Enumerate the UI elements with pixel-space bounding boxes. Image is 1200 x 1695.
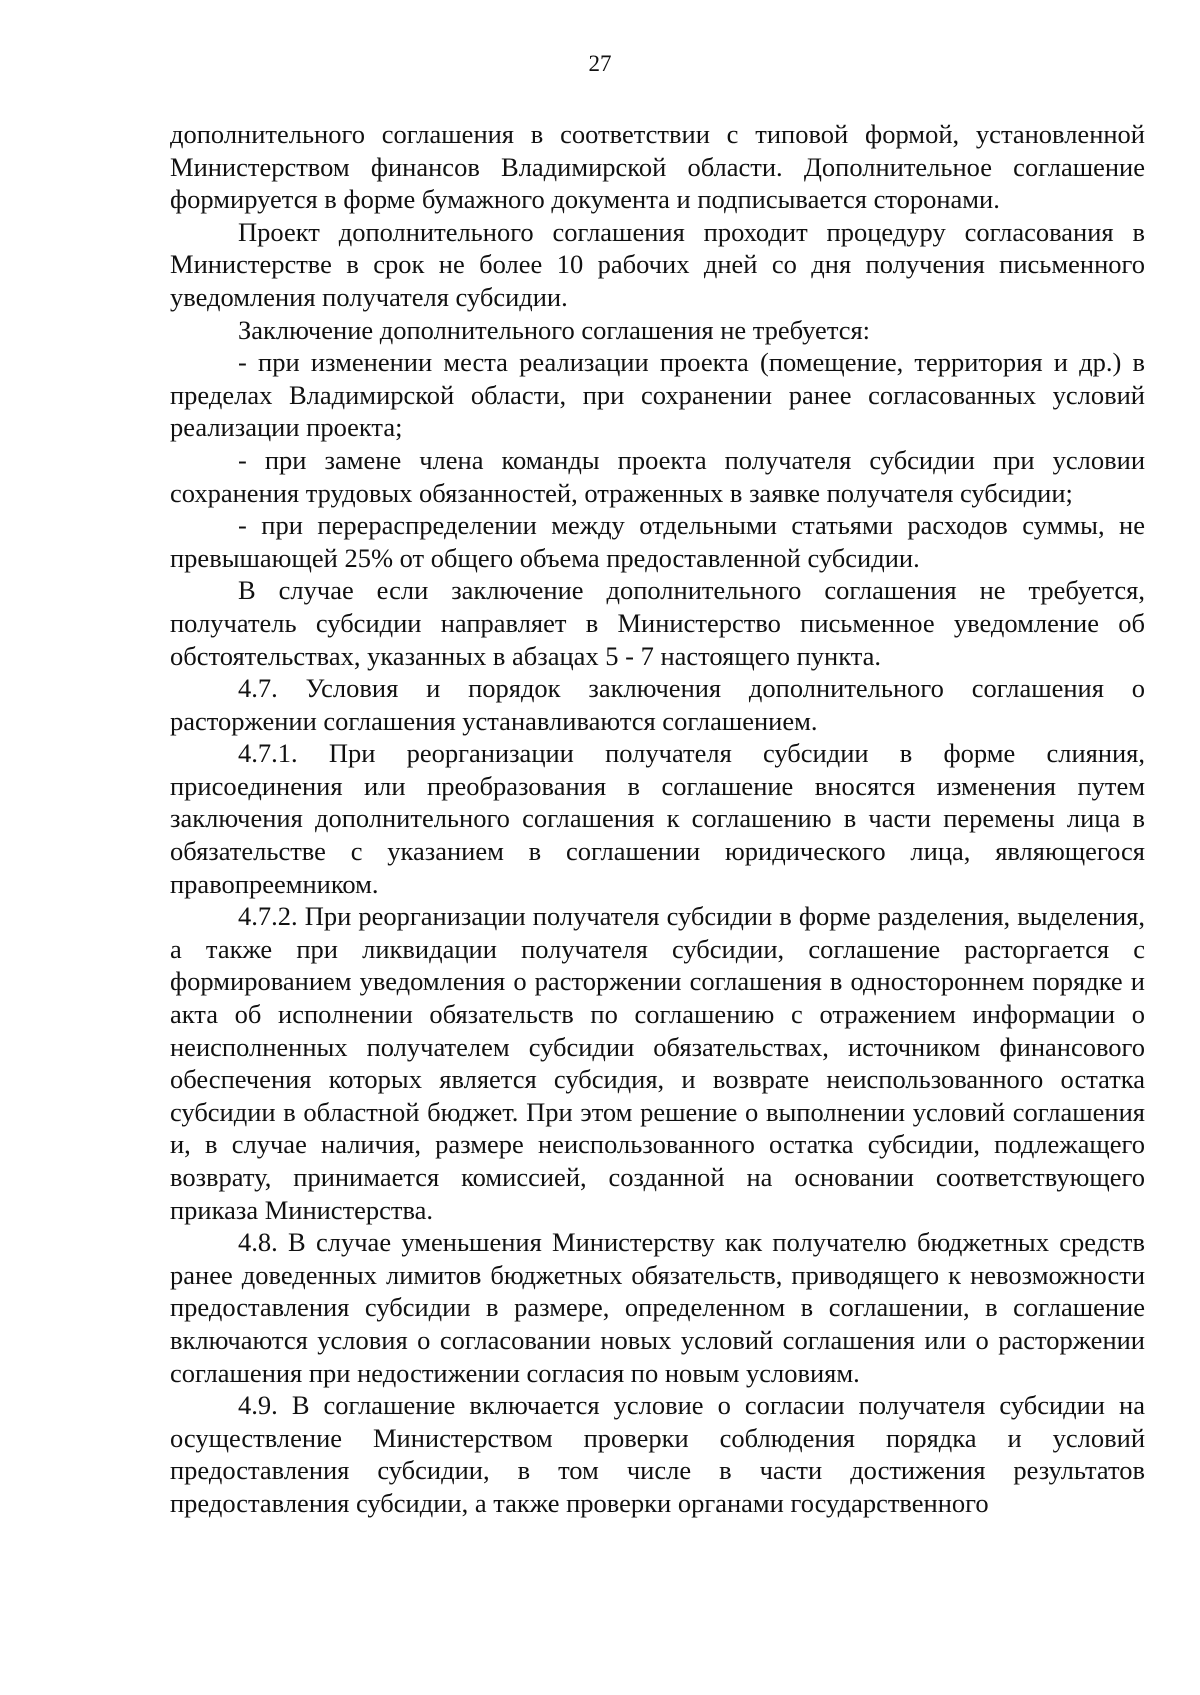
paragraph: 4.9. В соглашение включается условие о согласии получателя субсидии на осуществление Министерством проверки соблюдения порядка и условий предоставления субсидии, в том числе в части достижения результатов предоставления субсидии, а также проверки органами государственного: [170, 1390, 1145, 1518]
paragraph: 4.7.1. При реорганизации получателя субсидии в форме слияния, присоединения или преобразования в соглашение вносятся изменения путем заключения дополнительного соглашения к соглашению в части перемены лица в обязательстве с указанием в соглашении юридического лица, являющегося правопреемником.: [170, 738, 1145, 899]
paragraph: - при перераспределении между отдельными статьями расходов суммы, не превышающей 25% от общего объема предоставленной субсидии.: [170, 510, 1145, 573]
paragraph: 4.7.2. При реорганизации получателя субсидии в форме разделения, выделения, а также при ликвидации получателя субсидии, соглашение расторгается с формированием уведомления о расторжении соглашения в одностороннем порядке и акта об исполнении обязательств по соглашению с отражением информации о неисполненных получателем субсидии обязательствах, источником финансового обеспечения которых является субсидия, и возврате неиспользованного остатка субсидии в областной бюджет. При этом решение о выполнении условий соглашения и, в случае наличия, размере неиспользованного остатка субсидии, подлежащего возврату, принимается комиссией, созданной на основании соответствующего приказа Министерства.: [170, 901, 1145, 1225]
paragraph: В случае если заключение дополнительного соглашения не требуется, получатель субсидии направляет в Министерство письменное уведомление об обстоятельствах, указанных в абзацах 5 - 7 настоящего пункта.: [170, 575, 1145, 671]
paragraph: - при замене члена команды проекта получателя субсидии при условии сохранения трудовых обязанностей, отраженных в заявке получателя субсидии;: [170, 444, 1145, 508]
paragraph: 4.7. Условия и порядок заключения дополнительного соглашения о расторжении соглашения устанавливаются соглашением.: [170, 673, 1145, 736]
paragraph: дополнительного соглашения в соответствии с типовой формой, установленной Министерством финансов Владимирской области. Дополнительное соглашение формируется в форме бумажного документа и подписывается сторонами.: [170, 119, 1145, 215]
document-body: [170, 118, 1145, 1520]
paragraph: Проект дополнительного соглашения проходит процедуру согласования в Министерстве в срок не более 10 рабочих дней со дня получения письменного уведомления получателя субсидии.: [170, 216, 1145, 312]
paragraph: - при изменении места реализации проекта (помещение, территория и др.) в пределах Владимирской области, при сохранении ранее согласованных условий реализации проекта;: [170, 347, 1145, 443]
page-number: 27: [588, 51, 612, 76]
paragraph: Заключение дополнительного соглашения не требуется:: [238, 314, 871, 345]
paragraph: 4.8. В случае уменьшения Министерству как получателю бюджетных средств ранее доведенных лимитов бюджетных обязательств, приводящего к невозможности предоставления субсидии в размере, определенном в соглашении, в соглашение включаются условия о согласовании новых условий соглашения или о расторжении соглашения при недостижении согласия по новым условиям.: [170, 1227, 1145, 1388]
